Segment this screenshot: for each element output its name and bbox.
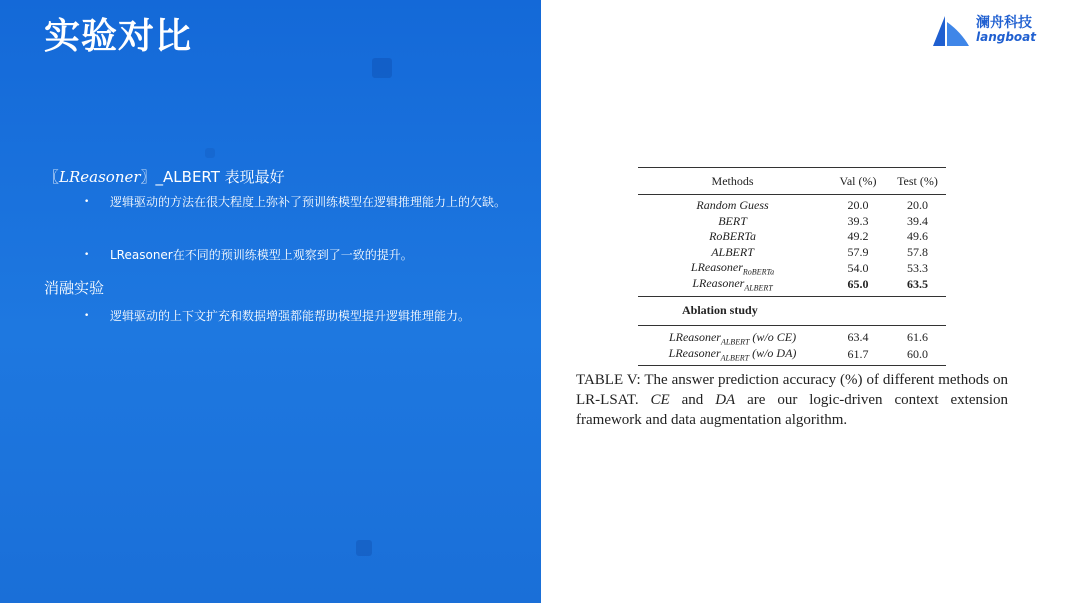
cell-test: 49.6	[906, 229, 928, 244]
decorative-square	[356, 540, 372, 556]
table-row	[638, 260, 946, 276]
caption-part: are our logic-driven context extension framework and data augmentation algorithm.	[576, 392, 1008, 428]
brand-logo	[931, 12, 1041, 48]
cell-val: 63.4	[847, 330, 869, 345]
cell-method	[638, 346, 827, 365]
cell-method: BERT	[718, 213, 747, 228]
bullet-dot-icon: •	[84, 197, 90, 207]
caption-ce: CE	[650, 392, 670, 408]
method-name: LReasoner	[690, 260, 743, 274]
brand-name-cn: 澜舟科技	[976, 15, 1032, 31]
cell-test: 63.5	[906, 277, 928, 292]
header-val: Val (%)	[827, 168, 889, 195]
bullet-text: 逻辑驱动的上下文扩充和数据增强都能帮助模型提升逻辑推理能力。	[110, 309, 471, 323]
cell-val: 20.0	[847, 198, 869, 213]
method-subscript: ALBERT	[720, 337, 750, 347]
table-row	[638, 214, 946, 230]
bullet-dot-icon: •	[84, 250, 90, 260]
cell-test: 57.8	[906, 244, 928, 259]
ablation-title: Ablation study	[638, 296, 827, 325]
ablation-header-row	[638, 296, 946, 325]
table-row	[638, 195, 946, 214]
heading-suffix: 〗_ALBERT 表现最好	[140, 168, 285, 186]
cell-method: Random Guess	[696, 198, 769, 213]
results-table	[638, 167, 946, 366]
bullet-item	[84, 243, 524, 267]
header-test: Test (%)	[889, 168, 946, 195]
decorative-square	[205, 148, 215, 158]
method-subscript: ALBERT	[744, 283, 773, 293]
cell-test: 53.3	[906, 260, 928, 275]
cell-val: 49.2	[847, 229, 869, 244]
cell-test: 20.0	[906, 198, 928, 213]
table-row	[638, 276, 946, 296]
cell-method	[638, 276, 827, 296]
method-name: LReasoner	[692, 276, 745, 291]
heading-model: LReasoner	[59, 168, 141, 186]
ablation-spacer	[827, 296, 889, 325]
cell-val: 61.7	[827, 346, 889, 365]
cell-method: RoBERTa	[709, 229, 756, 244]
table-row	[638, 325, 946, 346]
method-name: LReasoner	[668, 329, 721, 344]
method-subscript: RoBERTa	[742, 267, 775, 277]
cell-val: 57.9	[847, 244, 869, 259]
cell-method: ALBERT	[711, 244, 754, 259]
method-name: LReasoner	[668, 346, 721, 361]
caption-da: DA	[715, 392, 736, 408]
table-header-row	[638, 168, 946, 195]
cell-val: 54.0	[847, 260, 869, 275]
section-heading-best-model	[44, 166, 285, 187]
slide-title: 实验对比	[44, 16, 193, 57]
table-row	[638, 245, 946, 261]
cell-method	[638, 325, 827, 346]
brand-name-en: langboat	[976, 30, 1037, 44]
caption-part: TABLE V: The answer prediction accuracy (%) of different methods on LR-LSAT.	[576, 372, 1008, 408]
bullet-item	[84, 304, 524, 328]
bullet-item	[84, 190, 524, 214]
ablation-spacer	[889, 296, 946, 325]
bullet-text: 逻辑驱动的方法在很大程度上弥补了预训练模型在逻辑推理能力上的欠缺。	[110, 195, 507, 209]
bullet-text: LReasoner在不同的预训练模型上观察到了一致的提升。	[110, 248, 413, 262]
cell-test: 61.6	[906, 330, 928, 345]
heading-prefix: 〖	[44, 168, 60, 186]
header-methods: Methods	[638, 168, 827, 195]
method-subscript: ALBERT	[720, 353, 750, 363]
method-condition: (w/o CE)	[752, 329, 797, 344]
table-row	[638, 346, 946, 365]
method-condition: (w/o DA)	[752, 346, 797, 361]
cell-val: 65.0	[847, 277, 869, 292]
bullet-dot-icon: •	[84, 311, 90, 321]
section-heading-ablation: 消融实验	[44, 279, 105, 297]
cell-val: 39.3	[847, 213, 869, 228]
caption-part: and	[669, 392, 716, 408]
results-table-container	[638, 167, 946, 366]
cell-method	[638, 260, 827, 276]
sail-logo-icon	[931, 12, 971, 46]
table-caption	[576, 370, 1008, 430]
decorative-square	[372, 58, 392, 78]
cell-test: 39.4	[906, 213, 928, 228]
cell-test: 60.0	[889, 346, 946, 365]
table-row	[638, 229, 946, 245]
